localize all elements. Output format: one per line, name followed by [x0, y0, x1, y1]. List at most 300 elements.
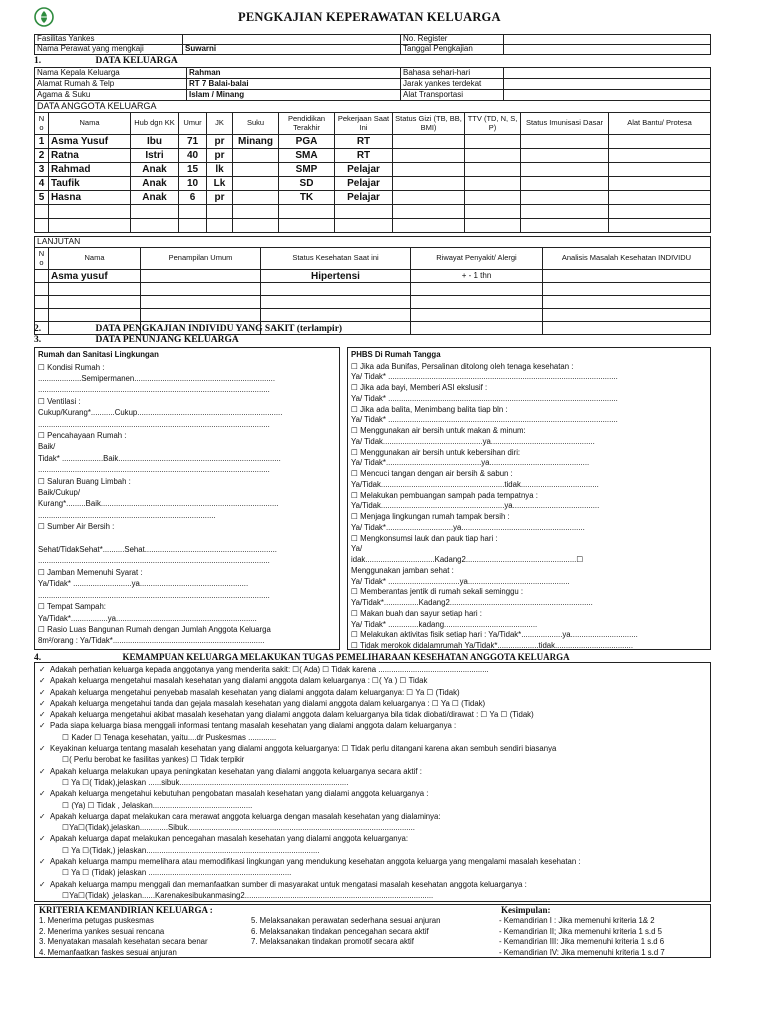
kemampuan-item — [39, 766, 706, 777]
kemenkes-logo-icon — [34, 7, 54, 27]
kemampuan-item — [39, 743, 706, 754]
check-icon: ✓ — [39, 665, 46, 674]
anggota-cell: Ratna — [49, 149, 131, 163]
lanjutan-table — [34, 236, 711, 335]
anggota-header-cell: N o — [35, 113, 49, 135]
anggota-cell — [609, 149, 711, 163]
lanjutan-cell: + - 1 thn — [411, 270, 543, 283]
kemampuan-item — [39, 687, 706, 698]
rumah-line: Cukup/Kurang*...........Cukup................................................................... — [38, 408, 283, 418]
phbs-line: ☐ Jika ada Bunifas, Persalinan ditolong oleh tenaga kesehatan : — [351, 361, 574, 371]
anggota-cell: 1 — [35, 135, 49, 149]
anggota-cell — [609, 163, 711, 177]
rumah-line: ☐ Tempat Sampah: — [38, 602, 106, 612]
kemampuan-item — [39, 664, 706, 675]
section2-title: DATA PENGKAJIAN INDIVIDU YANG SAKIT (terlampir) — [95, 324, 343, 334]
family-data-table — [34, 67, 711, 101]
agama-value: Islam / Minang — [187, 90, 401, 101]
phbs-line: Ya/ — [351, 544, 363, 554]
check-icon: ✓ — [39, 834, 46, 844]
phbs-line: ☐ Tidak merokok didalamrumah Ya/Tidak*...................tidak.................................... — [351, 641, 633, 651]
anggota-cell — [465, 191, 521, 205]
lanjutan-row — [35, 309, 711, 322]
anggota-cell: 71 — [179, 135, 207, 149]
phbs-line: idak................................Kadang2...................................................☐ — [351, 555, 584, 565]
rumah-line: ........................................................................................................... — [38, 556, 270, 566]
rumah-line: ........................................................................................................... — [38, 590, 270, 600]
anggota-cell: pr — [207, 191, 233, 205]
anggota-cell — [393, 191, 465, 205]
check-icon: ✓ — [39, 687, 46, 697]
phbs-line: ☐ Jika ada balita, Menimbang balita tiap bln : — [351, 404, 508, 414]
kemampuan-text: ☐Ya☐(Tidak) ,jelaskan......Karenakesibukanmasing2....................................................................................... — [60, 890, 434, 900]
lanjutan-cell — [141, 296, 261, 309]
section3-heading — [34, 335, 239, 345]
phbs-line: ☐ Makan buah dan sayur setiap hari : — [351, 608, 482, 618]
rumah-title: Rumah dan Sanitasi Lingkungan — [38, 350, 159, 359]
anggota-cell: 2 — [35, 149, 49, 163]
page-title: PENGKAJIAN KEPERAWATAN KELUARGA — [238, 10, 501, 24]
kemampuan-item — [39, 777, 706, 788]
kemampuan-item — [39, 856, 706, 867]
kriteria-item: 3. Menyatakan masalah kesehatan secara benar — [39, 937, 208, 946]
kemampuan-item — [39, 867, 706, 878]
lanjutan-cell — [261, 309, 411, 322]
kemampuan-item — [39, 754, 706, 765]
lanjutan-row — [35, 283, 711, 296]
kemampuan-item — [39, 890, 706, 901]
fasilitas-label: Fasilitas Yankes — [35, 35, 183, 45]
anggota-title: DATA ANGGOTA KELUARGA — [35, 101, 711, 113]
anggota-cell — [335, 219, 393, 233]
kemampuan-text: Pada siapa keluarga biasa menggali informasi tentang masalah kesehatan yang dialami anggota dalam keluarganya : — [50, 721, 457, 731]
anggota-cell: 10 — [179, 177, 207, 191]
anggota-cell: SD — [279, 177, 335, 191]
rumah-line — [38, 533, 336, 544]
anggota-cell — [35, 219, 49, 233]
anggota-cell: Lk — [207, 177, 233, 191]
kemampuan-item — [39, 811, 706, 822]
section4-title: KEMAMPUAN KELUARGA MELAKUKAN TUGAS PEMELIHARAAN KESEHATAN ANGGOTA KELUARGA — [122, 652, 570, 662]
rumah-line: Ya/Tidak* ...........................ya.................................................. — [38, 579, 249, 589]
kriteria-item: 7. Melaksanakan tindakan promotif secara aktif — [251, 937, 414, 946]
phbs-line: ☐ Melakukan pembuangan sampah pada tempatnya : — [351, 490, 538, 500]
tanggal-value — [504, 45, 711, 55]
check-icon: ✓ — [39, 744, 46, 754]
anggota-cell: 15 — [179, 163, 207, 177]
anggota-cell — [521, 177, 609, 191]
lanjutan-cell — [35, 270, 49, 283]
anggota-row — [35, 205, 711, 219]
noreg-value — [504, 35, 711, 45]
lanjutan-row — [35, 296, 711, 309]
anggota-cell — [465, 219, 521, 233]
header-table — [34, 34, 711, 55]
kriteria-box — [34, 904, 711, 958]
anggota-table — [34, 100, 711, 233]
lanjutan-header-cell: Analisis Masalah Kesehatan INDIVIDU — [543, 248, 711, 270]
phbs-line: Ya/ Tidak*...............................ya......................................................... — [351, 522, 585, 532]
anggota-row — [35, 191, 711, 205]
anggota-cell: pr — [207, 135, 233, 149]
rumah-line: Ya/Tidak*.................ya................................................................. — [38, 613, 257, 623]
anggota-cell — [465, 149, 521, 163]
anggota-cell — [233, 191, 279, 205]
anggota-cell: Ibu — [131, 135, 179, 149]
lanjutan-cell — [35, 309, 49, 322]
anggota-cell: 5 — [35, 191, 49, 205]
lanjutan-cell — [141, 309, 261, 322]
kemampuan-text: Apakah keluarga mampu menggali dan memanfaatkan sumber di masyarakat untuk mengatasi masalah kesehatan anggota keluarganya : — [50, 879, 527, 889]
rumah-line: ☐ Saluran Buang Limbah : — [38, 476, 131, 486]
section1-num: 1. — [34, 56, 42, 66]
kesimpulan-title: Kesimpulan: — [501, 905, 551, 915]
kemampuan-text: ☐ (Ya) ☐ Tidak , Jelaskan.............................................. — [60, 800, 253, 810]
phbs-line: ☐ Mencuci tangan dengan air bersih & sabun : — [351, 469, 513, 479]
anggota-header-cell: Status Imunisasi Dasar — [521, 113, 609, 135]
lanjutan-cell — [49, 309, 141, 322]
lanjutan-header-cell: Riwayat Penyakit/ Alergi — [411, 248, 543, 270]
anggota-header-cell: Status Gizi (TB, BB, BMI) — [393, 113, 465, 135]
lanjutan-header-cell: Penampilan Umum — [141, 248, 261, 270]
lanjutan-cell — [411, 322, 543, 335]
anggota-cell: Anak — [131, 191, 179, 205]
kemampuan-text: ☐( Perlu berobat ke fasilitas yankes) ☐ Tidak terpikir — [60, 755, 245, 765]
section1-title: DATA KELUARGA — [95, 56, 178, 66]
kriteria-item: 6. Melaksanakan tindakan pencegahan secara aktif — [251, 926, 429, 936]
anggota-cell — [393, 177, 465, 191]
anggota-cell — [609, 177, 711, 191]
anggota-cell: 3 — [35, 163, 49, 177]
section2-heading — [34, 324, 342, 334]
rumah-line: ........................................................................................................... — [38, 385, 270, 395]
transport-label: Alat Transportasi — [401, 90, 504, 101]
kemampuan-text: Keyakinan keluarga tentang masalah kesehatan yang dialami anggota keluarganya: ☐ Tidak perlu ditangani karena akan sembuh sendiri biasanya — [50, 744, 557, 754]
kriteria-item: 2. Menerima yankes sesuai rencana — [39, 926, 165, 936]
anggota-cell: Istri — [131, 149, 179, 163]
rumah-line: Baik/ — [38, 442, 56, 452]
kemampuan-text: Apakah keluarga mengetahui kebutuhan pengobatan masalah kesehatan yang dialami anggota keluarganya : — [50, 789, 429, 799]
kemampuan-text: ☐ Ya ☐( Tidak),jelaskan ......sibuk.............................................................................. — [60, 777, 349, 787]
section4-num: 4. — [34, 653, 42, 663]
kepala-value: Rahman — [187, 68, 401, 79]
anggota-cell — [35, 205, 49, 219]
anggota-cell — [609, 219, 711, 233]
lanjutan-cell: Asma yusuf — [49, 270, 141, 283]
lanjutan-cell: Hipertensi — [261, 270, 411, 283]
anggota-cell — [521, 149, 609, 163]
phbs-title: PHBS Di Rumah Tangga — [351, 350, 441, 359]
anggota-cell — [207, 205, 233, 219]
section1-heading — [34, 56, 178, 66]
anggota-cell — [233, 177, 279, 191]
anggota-cell — [49, 205, 131, 219]
noreg-label: No. Register — [401, 35, 504, 45]
anggota-cell — [609, 205, 711, 219]
kemampuan-item — [39, 732, 706, 743]
anggota-header-cell: Pendidikan Terakhir — [279, 113, 335, 135]
anggota-cell — [233, 205, 279, 219]
kemampuan-item — [39, 833, 706, 844]
rumah-line: ☐ Ventilasi : — [38, 396, 81, 406]
kriteria-item: 5. Melaksanakan perawatan sederhana sesuai anjuran — [251, 916, 441, 925]
section3-title: DATA PENUNJANG KELUARGA — [95, 335, 239, 345]
kemampuan-item — [39, 720, 706, 731]
phbs-line: ☐ Melakukan aktivitas fisik setiap hari : Ya/Tidak*...................ya............................... — [351, 630, 638, 640]
rumah-line: Baik/Cukup/ — [38, 488, 81, 498]
section3-num: 3. — [34, 335, 42, 345]
lanjutan-cell — [543, 296, 711, 309]
lanjutan-header-cell: Nama — [49, 248, 141, 270]
phbs-line: ☐ Menggunakan air bersih untuk makan & minum: — [351, 426, 526, 436]
anggota-cell: RT — [335, 149, 393, 163]
check-icon: ✓ — [39, 676, 46, 686]
lanjutan-cell — [543, 283, 711, 296]
anggota-row — [35, 149, 711, 163]
phbs-line: ☐ Menggunakan air bersih untuk kebersihan diri: — [351, 447, 521, 457]
lanjutan-cell — [261, 283, 411, 296]
kemampuan-item — [39, 788, 706, 799]
anggota-row — [35, 163, 711, 177]
lanjutan-cell — [49, 283, 141, 296]
section2-num: 2. — [34, 324, 42, 334]
rumah-line: ☐ Kondisi Rumah : — [38, 362, 105, 372]
anggota-cell — [131, 219, 179, 233]
anggota-cell: 4 — [35, 177, 49, 191]
anggota-row — [35, 177, 711, 191]
anggota-header-cell: Alat Bantu/ Protesa — [609, 113, 711, 135]
anggota-cell — [279, 205, 335, 219]
kesimpulan-item: - Kemandirian I : Jika memenuhi kriteria 1& 2 — [499, 916, 655, 925]
anggota-cell: SMP — [279, 163, 335, 177]
kemampuan-text: Apakah keluarga dapat melakukan pencegahan masalah kesehatan yang dialami anggota keluarganya: — [50, 834, 409, 844]
phbs-line: Menggunakan jamban sehat : — [351, 565, 454, 575]
anggota-cell — [521, 191, 609, 205]
anggota-cell — [49, 219, 131, 233]
alamat-value: RT 7 Balai-balai — [187, 79, 401, 90]
check-icon: ✓ — [39, 857, 46, 867]
phbs-line: ☐ Mengkonsumsi lauk dan pauk tiap hari : — [351, 533, 498, 543]
kemampuan-item — [39, 675, 706, 686]
anggota-row — [35, 135, 711, 149]
phbs-line: Ya/ Tidak* .......................................................................................................... — [351, 415, 618, 425]
agama-label: Agama & Suku — [35, 90, 187, 101]
anggota-cell: SMA — [279, 149, 335, 163]
lanjutan-cell — [411, 309, 543, 322]
anggota-cell — [465, 163, 521, 177]
kriteria-title: KRITERIA KEMANDIRIAN KELUARGA : — [39, 905, 213, 915]
bahasa-value — [504, 68, 711, 79]
phbs-line: Ya/Tidak.........................................................ya........................................ — [351, 501, 600, 511]
anggota-cell: Pelajar — [335, 177, 393, 191]
lanjutan-cell — [411, 283, 543, 296]
kemampuan-text: Apakah keluarga mengetahui penyebab masalah kesehatan yang dialami anggota dalam keluarganya: ☐ Ya ☐ (Tidak) — [50, 687, 460, 697]
jarak-value — [504, 79, 711, 90]
anggota-cell: TK — [279, 191, 335, 205]
rumah-line: Kurang*.........Baik.................................................................................. — [38, 499, 279, 509]
anggota-header-cell: Nama — [49, 113, 131, 135]
kemampuan-item — [39, 709, 706, 720]
lanjutan-cell — [261, 296, 411, 309]
anggota-cell — [465, 177, 521, 191]
rumah-line: ....................Semipermanen................................................................. — [38, 374, 276, 383]
tanggal-label: Tanggal Pengkajian — [401, 45, 504, 55]
phbs-line: ☐ Menjaga lingkungan rumah tampak bersih : — [351, 512, 510, 522]
anggota-cell: Anak — [131, 177, 179, 191]
anggota-cell — [233, 149, 279, 163]
lanjutan-title: LANJUTAN — [35, 237, 711, 248]
lanjutan-cell — [141, 283, 261, 296]
kesimpulan-item: - Kemandirian II; Jika memenuhi kriteria 1 s.d 5 — [499, 926, 662, 936]
kemampuan-item — [39, 698, 706, 709]
lanjutan-cell — [35, 283, 49, 296]
lanjutan-cell — [543, 270, 711, 283]
rumah-line: Tidak* ...................Baik........................................................................... — [38, 453, 281, 463]
kemampuan-box — [34, 662, 711, 902]
phbs-line: ☐ Jika ada bayi, Memberi ASI ekslusif : — [351, 383, 488, 393]
anggota-header-cell: Pekerjaan Saat Ini — [335, 113, 393, 135]
kemampuan-text: ☐Ya☐(Tidak),jelaskan.............Sibuk......................................................................................................... — [60, 823, 415, 833]
kemampuan-text: Apakah keluarga mengetahui akibat masalah kesehatan yang dialami anggota dalam keluarganya bila tidak diobati/dirawat : ☐ Ya ☐ (Tidak) — [50, 710, 534, 720]
anggota-cell: RT — [335, 135, 393, 149]
anggota-cell — [393, 219, 465, 233]
rumah-line: 8m²/orang : Ya/Tidak*...................................................................... — [38, 636, 265, 646]
phbs-line: Ya/ Tidak* .......................................................................................................... — [351, 393, 618, 403]
kemampuan-item — [39, 879, 706, 890]
rumah-line: ........................................................................................................... — [38, 419, 270, 429]
kemampuan-item — [39, 845, 706, 856]
anggota-header-cell: JK — [207, 113, 233, 135]
jarak-label: Jarak yankes terdekat — [401, 79, 504, 90]
kepala-label: Nama Kepala Keluarga — [35, 68, 187, 79]
anggota-cell: 6 — [179, 191, 207, 205]
anggota-cell — [279, 219, 335, 233]
anggota-cell: Hasna — [49, 191, 131, 205]
anggota-header-cell: TTV (TD, N, S, P) — [465, 113, 521, 135]
lanjutan-cell — [411, 296, 543, 309]
kemampuan-text: ☐ Ya ☐(Tidak,) jelaskan................................................................................ — [60, 845, 320, 855]
phbs-line: Ya/ Tidak* .................................ya............................................... — [351, 576, 570, 586]
kemampuan-item — [39, 822, 706, 833]
anggota-cell — [609, 191, 711, 205]
anggota-cell: Asma Yusuf — [49, 135, 131, 149]
anggota-row — [35, 219, 711, 233]
check-icon: ✓ — [39, 811, 46, 821]
fasilitas-value — [183, 35, 401, 45]
anggota-cell — [393, 205, 465, 219]
anggota-cell — [465, 205, 521, 219]
anggota-cell: pr — [207, 149, 233, 163]
perawat-label: Nama Perawat yang mengkaji — [35, 45, 183, 55]
anggota-cell: Rahmad — [49, 163, 131, 177]
phbs-line: Ya/ Tidak* .......................................................................................................... — [351, 372, 618, 382]
rumah-line: .................................................................................. — [38, 510, 216, 520]
anggota-cell: Taufik — [49, 177, 131, 191]
rumah-line: ........................................................................................................... — [38, 465, 270, 475]
anggota-cell — [233, 163, 279, 177]
anggota-cell — [131, 205, 179, 219]
anggota-cell — [521, 219, 609, 233]
kemampuan-text: ☐ Ya ☐ (Tidak) jelaskan .................................................................. — [60, 868, 292, 878]
anggota-cell: 40 — [179, 149, 207, 163]
kemampuan-item — [39, 800, 706, 811]
anggota-cell — [393, 135, 465, 149]
lanjutan-cell — [543, 322, 711, 335]
anggota-cell — [233, 219, 279, 233]
lanjutan-header-cell: N o — [35, 248, 49, 270]
bahasa-label: Bahasa sehari-hari — [401, 68, 504, 79]
anggota-cell: Minang — [233, 135, 279, 149]
kemampuan-text: ☐ Kader ☐ Tenaga kesehatan, yaitu....dr Puskesmas ............. — [60, 732, 277, 742]
check-icon: ✓ — [39, 766, 46, 776]
kemampuan-text: Adakah perhatian keluarga kepada anggotanya yang menderita sakit: ☐( Ada) ☐ Tidak karena ................................................... — [50, 665, 489, 674]
phbs-line: Ya/ Tidak..............................................ya................................................ — [351, 436, 595, 446]
anggota-header-cell: Hub dgn KK — [131, 113, 179, 135]
anggota-cell — [179, 205, 207, 219]
lanjutan-header-cell: Status Kesehatan Saat ini — [261, 248, 411, 270]
rumah-line: ☐ Jamban Memenuhi Syarat : — [38, 567, 143, 577]
anggota-cell — [609, 135, 711, 149]
check-icon: ✓ — [39, 710, 46, 720]
phbs-line: Ya/ Tidak*............................................ya.............................................. — [351, 458, 590, 468]
kesimpulan-item: - Kemandirian IV: Jika memenuhi kriteria 1 s.d 7 — [499, 947, 665, 957]
anggota-cell — [521, 135, 609, 149]
kemampuan-text: Apakah keluarga melakukan upaya peningkatan kesehatan yang dialami anggota keluarganya secara aktif : — [50, 766, 422, 776]
rumah-line: Sehat/TidakSehat*..........Sehat............................................................. — [38, 545, 277, 555]
lanjutan-cell — [35, 296, 49, 309]
anggota-header-cell: Suku — [233, 113, 279, 135]
kriteria-item: 1. Menerima petugas puskesmas — [39, 916, 154, 925]
kemampuan-text: Apakah keluarga mampu memelihara atau memodifikasi lingkungan yang mendukung kesehatan anggota keluarga yang mengalami masalah kesehatan : — [50, 857, 581, 867]
anggota-cell — [179, 219, 207, 233]
anggota-cell — [465, 135, 521, 149]
kriteria-item: 4. Memanfaatkan faskes sesuai anjuran — [39, 947, 177, 957]
perawat-value: Suwarni — [183, 45, 401, 55]
anggota-cell — [335, 205, 393, 219]
anggota-cell — [393, 163, 465, 177]
anggota-cell — [207, 219, 233, 233]
anggota-cell: lk — [207, 163, 233, 177]
anggota-cell — [521, 205, 609, 219]
rumah-sanitasi-box — [34, 347, 340, 650]
check-icon: ✓ — [39, 879, 46, 889]
alamat-label: Alamat Rumah & Telp — [35, 79, 187, 90]
lanjutan-cell — [49, 296, 141, 309]
anggota-cell — [393, 149, 465, 163]
transport-value — [504, 90, 711, 101]
phbs-line: Ya/ Tidak* ..............kadang........................................... — [351, 619, 538, 629]
kesimpulan-item: - Kemandirian III: Jika memenuhi kriteria 1 s.d 6 — [499, 937, 665, 946]
anggota-cell: Pelajar — [335, 163, 393, 177]
phbs-line: Ya/Tidak.........................................................tidak.................................... — [351, 479, 599, 489]
check-icon: ✓ — [39, 698, 46, 708]
anggota-cell: Pelajar — [335, 191, 393, 205]
anggota-cell — [521, 163, 609, 177]
kemampuan-text: Apakah keluarga mengetahui tanda dan gejala masalah kesehatan yang dialami anggota dalam keluarganya : ☐ Ya ☐ (Tidak) — [50, 698, 486, 708]
check-icon: ✓ — [39, 789, 46, 799]
anggota-header-cell: Umur — [179, 113, 207, 135]
phbs-line: ☐ Memberantas jentik di rumah sekali seminggu : — [351, 587, 524, 597]
kemampuan-text: Apakah keluarga dapat melakukan cara merawat anggota keluarga dengan masalah kesehatan yang dialaminya: — [50, 811, 441, 821]
anggota-cell: Anak — [131, 163, 179, 177]
anggota-cell: PGA — [279, 135, 335, 149]
kemampuan-text: Apakah keluarga mengetahui masalah kesehatan yang dialami anggota dalam keluarganya : ☐( Ya ) ☐ Tidak — [50, 676, 428, 686]
lanjutan-cell — [543, 309, 711, 322]
rumah-line: ☐ Pencahayaan Rumah : — [38, 431, 127, 441]
rumah-line: ☐ Rasio Luas Bangunan Rumah dengan Jumlah Anggota Keluarga — [38, 624, 271, 634]
phbs-line: Ya/Tidak*................Kadang2.................................................................. — [351, 598, 593, 608]
check-icon: ✓ — [39, 721, 46, 731]
